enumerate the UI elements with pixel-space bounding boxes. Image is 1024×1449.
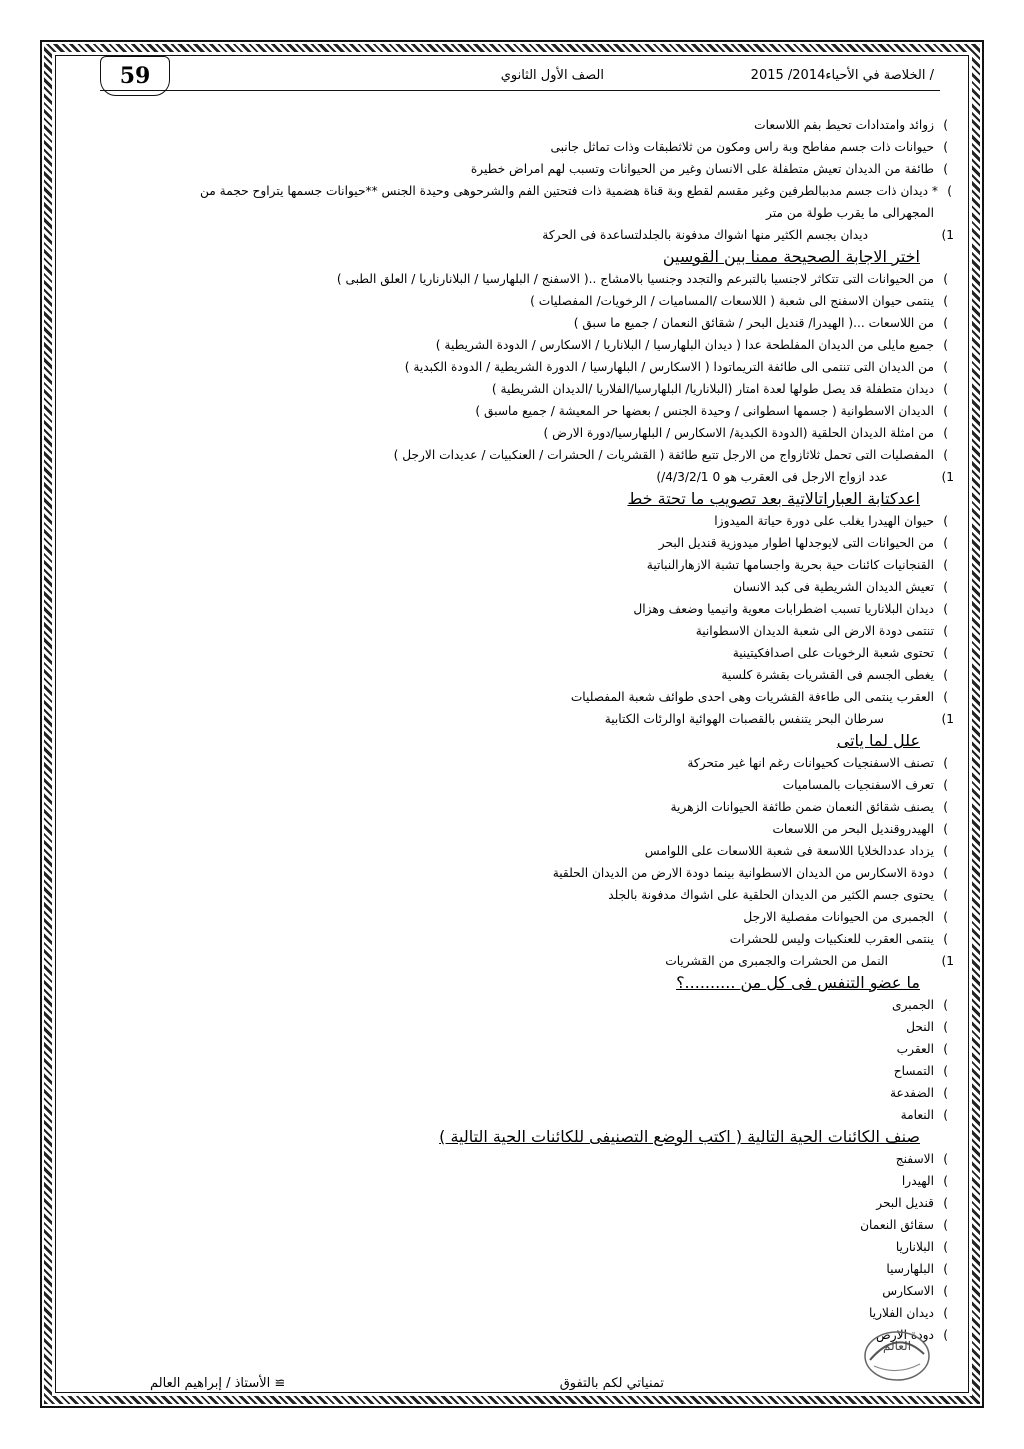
page-number: 59 <box>119 63 151 89</box>
question-item: ) العقرب ينتمى الى طاءفة القشريات وهى احدى طوائف شعبة المفصليات <box>62 686 948 708</box>
question-item: 1) النمل من الحشرات والجمبرى من القشريات <box>62 950 948 972</box>
question-item: ) البلهارسيا <box>62 1258 948 1280</box>
question-item: ) يزداد عددالخلايا اللاسعة فى شعبة اللاسعات على اللوامس <box>62 840 948 862</box>
question-item: ) يغطى الجسم فى القشريات بقشرة كلسية <box>62 664 948 686</box>
question-item: 1) سرطان البحر يتنفس بالقصبات الهوائية اوالرئات الكتابية <box>62 708 948 730</box>
section-title-choose: اختر الاجابة الصحيحة ممنا بين القوسين <box>662 247 920 266</box>
section-title-explain: علل لما ياتى <box>836 731 920 750</box>
footer-wish: تمنياتي لكم بالتفوق <box>559 1376 664 1391</box>
question-item: ) دودة الارض <box>62 1324 948 1346</box>
question-item: ) تحتوى شعبة الرخويات على اصدافكيتينية <box>62 642 948 664</box>
question-item: ) من الحيوانات التى تتكاثر لاجنسيا بالتبرعم والتجدد وجنسيا بالامشاج ..( الاسفنج / البلهارسيا / البلانارناريا / العلق الطبى ) <box>62 268 948 290</box>
question-item: ) الضفدعة <box>62 1082 948 1104</box>
question-item: ) ينتمى حيوان الاسفنج الى شعبة ( اللاسعات /المساميات / الرخويات/ المفصليات ) <box>62 290 948 312</box>
question-item: ) الديدان الاسطوانية ( جسمها اسطوانى / وحيدة الجنس / بعضها حر المعيشة / جميع ماسبق ) <box>62 400 948 422</box>
question-item: 1) عدد ازواج الارجل فى العقرب هو 0 4/3/2/1/) <box>62 466 948 488</box>
question-item: ) ديدان البلاناريا تسبب اضطرابات معوية وانيميا وضعف وهزال <box>62 598 948 620</box>
question-item: ) قنديل البحر <box>62 1192 948 1214</box>
question-item: ) يصنف شقائق النعمان ضمن طائفة الحيوانات الزهرية <box>62 796 948 818</box>
question-item: ) النحل <box>62 1016 948 1038</box>
question-item: ) تنتمى دودة الارض الى شعبة الديدان الاسطوانية <box>62 620 948 642</box>
page-header <box>180 64 934 88</box>
question-item: ) من اللاسعات ...( الهيدرا/ قنديل البحر / شقائق النعمان / جميع ما سبق ) <box>62 312 948 334</box>
question-item: ) تصنف الاسفنجيات كحيوانات رغم انها غير متحركة <box>62 752 948 774</box>
question-item: ) تعيش الديدان الشريطية فى كبد الانسان <box>62 576 948 598</box>
section-title-rewrite: اعدكتابة العباراتالاتية بعد تصويب ما تحتة خط <box>627 489 920 508</box>
question-item: ) من الحيوانات التى لايوجدلها اطوار ميدوزية قنديل البحر <box>62 532 948 554</box>
section-title-respiration: ما عضو التنفس فى كل من ..........؟ <box>676 973 920 992</box>
header-subject: / الخلاصة في الأحياء2014/ 2015 <box>750 68 934 83</box>
question-item: ) العقرب <box>62 1038 948 1060</box>
header-divider <box>100 90 940 91</box>
section-title-classify: صنف الكائنات الحية التالية ( اكتب الوضع التصنيفى للكائنات الحية التالية ) <box>439 1127 920 1146</box>
question-item: ) حيوانات ذات جسم مفاطح وبة راس ومكون من ثلاثطبقات وذات تماثل جانبى <box>62 136 948 158</box>
question-item: ) زوائد وامتدادات تحيط بفم اللاسعات <box>62 114 948 136</box>
question-item: ) سقائق النعمان <box>62 1214 948 1236</box>
logo-text: العالم <box>882 1339 912 1353</box>
page-footer <box>150 1376 934 1396</box>
question-item: ) طائفة من الديدان تعيش متطفلة على الانسان وغير من الحيوانات وتسبب لهم امراض خطيرة <box>62 158 948 180</box>
question-item: ) ينتمى العقرب للعنكبيات وليس للحشرات <box>62 928 948 950</box>
question-item: ) الهيدروقنديل البحر من اللاسعات <box>62 818 948 840</box>
question-item: ) دودة الاسكارس من الديدان الاسطوانية بينما دودة الارض من الديدان الحلقية <box>62 862 948 884</box>
question-item: ) البلاناريا <box>62 1236 948 1258</box>
question-item: ) حيوان الهيدرا يغلب على دورة حياتة الميدوزا <box>62 510 948 532</box>
question-item: ) المفصليات التى تحمل ثلاثازواج من الارجل تتبع طائفة ( القشريات / الحشرات / العنكبيات / عديدات الارجل ) <box>62 444 948 466</box>
question-item: ) التمساح <box>62 1060 948 1082</box>
footer-teacher: ≅ الأستاذ / إبراهيم العالم <box>150 1376 286 1391</box>
question-item: ) الجمبرى من الحيوانات مفصلية الارجل <box>62 906 948 928</box>
question-item: ) من امثلة الديدان الحلقية (الدودة الكبدية/ الاسكارس / البلهارسيا/دورة الارض ) <box>62 422 948 444</box>
worksheet-content <box>62 114 948 1346</box>
question-item: ) من الديدان التى تنتمى الى طائفة التريماتودا ( الاسكارس / البلهارسيا / الدورة الشريطية / الدودة الكبدية ) <box>62 356 948 378</box>
question-item: ) الاسفنج <box>62 1148 948 1170</box>
question-item: ) تعرف الاسفنجيات بالمساميات <box>62 774 948 796</box>
question-item: ) الهيدرا <box>62 1170 948 1192</box>
question-item: ) النعامة <box>62 1104 948 1126</box>
question-item: ) جميع مايلى من الديدان المفلطحة عدا ( ديدان البلهارسيا / البلاناريا / الاسكارس / الدودة الشريطية ) <box>62 334 948 356</box>
question-item: ) ديدان الفلاريا <box>62 1302 948 1324</box>
question-item: ) * ديدان ذات جسم مدببالطرفين وغير مقسم لقطع وبة قناة هضمية ذات فتحتين الفم والشرحوهى وحيدة الجنس **حيوانات جسمها يتراوح حجمة من <box>62 180 952 202</box>
question-item: ) الاسكارس <box>62 1280 948 1302</box>
question-item: ) القنجانيات كائنات حية بحرية واجسامها تشبة الازهارالنباتية <box>62 554 948 576</box>
question-item: 1) ديدان بجسم الكثير منها اشواك مدفونة بالجلدلتساعدة فى الحركة <box>62 224 948 246</box>
question-item: ) يحتوى جسم الكثير من الديدان الحلقية على اشواك مدفونة بالجلد <box>62 884 948 906</box>
question-item-continued: المجهرالى ما يقرب طولة من متر <box>766 206 934 220</box>
question-item: ) ديدان متطفلة قد يصل طولها لعدة امتار (البلاناريا/ البلهارسيا/الفلاريا /الديدان الشريطية ) <box>62 378 948 400</box>
header-grade: الصف الأول الثانوي <box>500 68 604 83</box>
question-item: ) الجمبرى <box>62 994 948 1016</box>
